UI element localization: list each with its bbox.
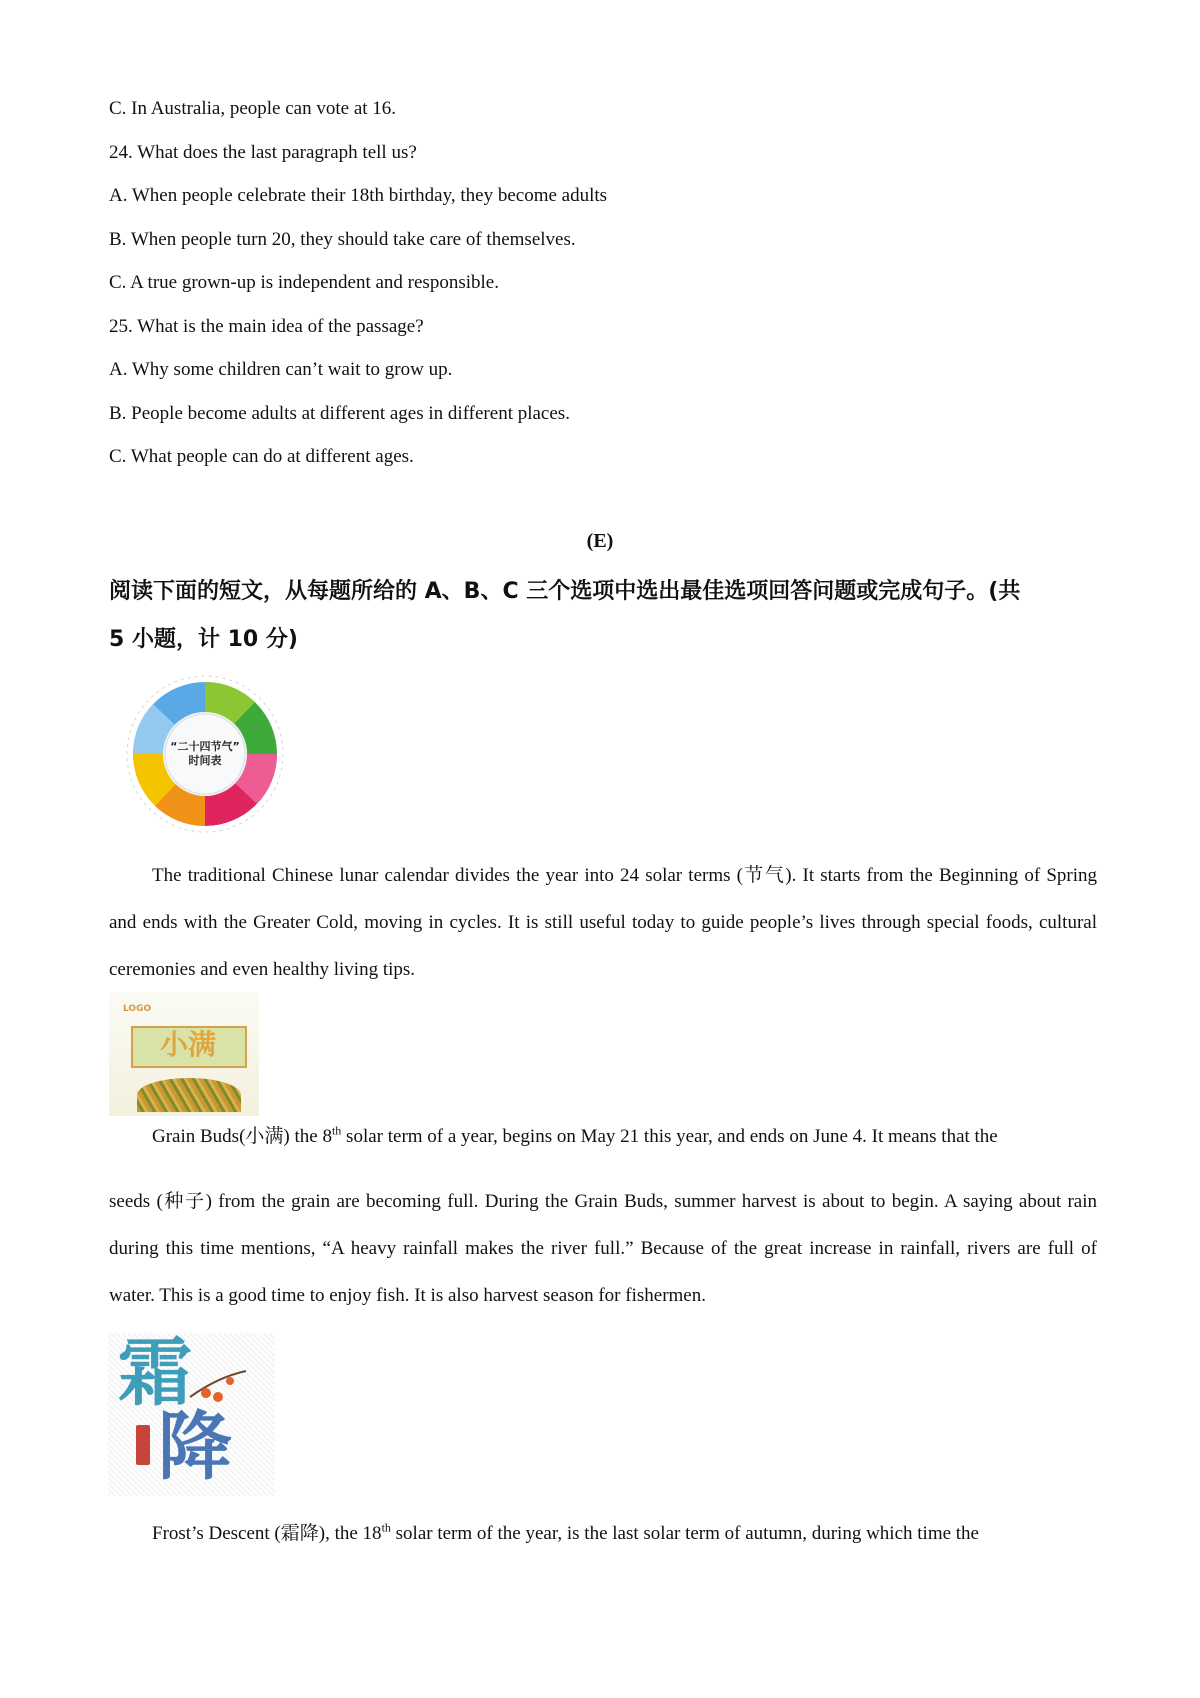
logo-text: LOGO	[123, 1004, 152, 1014]
option-line: B. People become adults at different ages in different places.	[109, 403, 570, 424]
paragraph-intro: The traditional Chinese lunar calendar divides the year into 24 solar terms (节气). It starts from the Beginning of Spring and ends with the Greater Cold, moving in cycles. It is still useful today to guide people’s lives through special foods, cultural ceremonies and even healthy living tips.	[109, 865, 1097, 980]
grain-buds-title: 小满	[159, 1028, 216, 1061]
grain-buds-image	[109, 992, 259, 1116]
option-line: C. In Australia, people can vote at 16.	[109, 98, 397, 119]
option-line: A. When people celebrate their 18th birthday, they become adults	[109, 185, 608, 206]
section-instruction: 5 小题，计 10 分)	[109, 627, 298, 652]
question-24: 24. What does the last paragraph tell us?	[109, 142, 417, 163]
superscript: th	[381, 1520, 391, 1535]
frost-character: 霜	[118, 1333, 192, 1416]
superscript: th	[331, 1123, 342, 1138]
wheel-center-subtitle: 时间表	[188, 754, 222, 767]
text-run: solar term of the year, is the last solar term of autumn, during which time the	[390, 1523, 979, 1544]
option-line: B. When people turn 20, they should take care of themselves.	[109, 229, 576, 250]
paragraph-grain-buds-first-line	[152, 1125, 998, 1149]
section-instruction: 阅读下面的短文，从每题所给的 A、B、C 三个选项中选出最佳选项回答问题或完成句子。(共	[109, 579, 1021, 604]
solar-terms-wheel-image	[109, 668, 301, 840]
option-line: A. Why some children can’t wait to grow up.	[109, 359, 453, 380]
text-run: Grain Buds(小满) the 8	[152, 1126, 332, 1147]
paragraph-grain-buds: seeds (种子) from the grain are becoming full. During the Grain Buds, summer harvest is about to begin. A saying about rain during this time mentions, “A heavy rainfall makes the river full.” Because of the great increase in rainfall, rivers are full of water. This is a good time to enjoy fish. It is also harvest season for fishermen.	[109, 1191, 1097, 1306]
wheel-center-title: “二十四节气”	[170, 740, 240, 753]
option-line: C. A true grown-up is independent and responsible.	[109, 272, 499, 293]
question-25: 25. What is the main idea of the passage?	[109, 316, 424, 337]
frosts-descent-image	[108, 1333, 275, 1496]
text-run: solar term of a year, begins on May 21 this year, and ends on June 4. It means that the	[341, 1126, 998, 1147]
persimmon-branch-icon	[188, 1367, 248, 1407]
descent-character: 降	[158, 1404, 232, 1490]
seal-stamp	[136, 1425, 150, 1465]
paragraph-frost-first-line	[152, 1522, 979, 1546]
option-line: C. What people can do at different ages.	[109, 446, 414, 467]
wheat-icon	[137, 1078, 241, 1112]
section-label: (E)	[586, 530, 614, 552]
text-run: Frost’s Descent (霜降), the 18	[152, 1523, 382, 1544]
